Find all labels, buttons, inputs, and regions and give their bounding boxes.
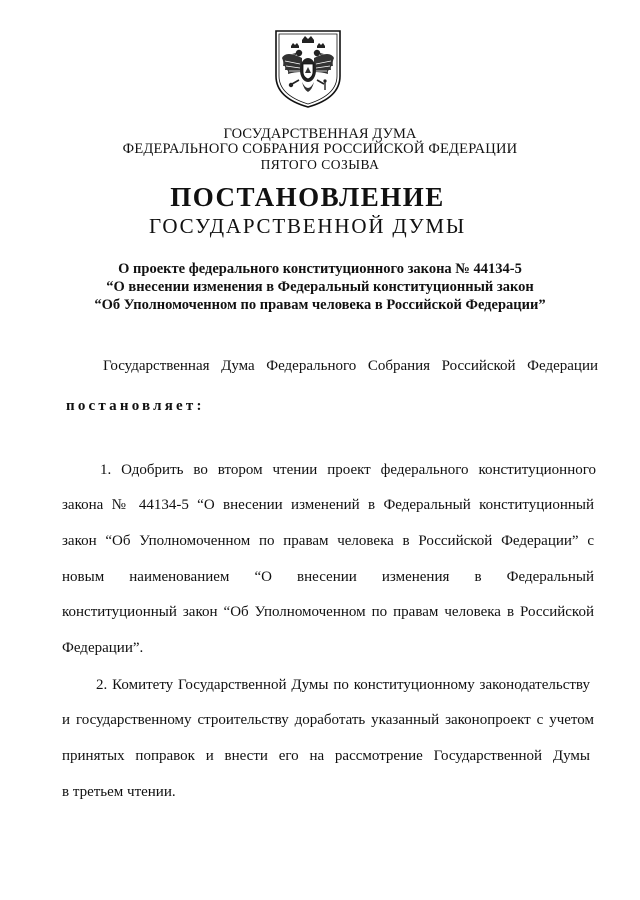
document-subtitle: ГОСУДАРСТВЕННОЙ ДУМЫ <box>149 214 466 238</box>
coat-of-arms-emblem <box>272 28 344 110</box>
item1-line: закон “Об Уполномоченном по правам человека в Российской Федерации” с <box>62 533 594 549</box>
resolves-label: постановляет: <box>66 398 205 414</box>
header-line-1: ГОСУДАРСТВЕННАЯ ДУМА <box>223 126 417 142</box>
header-line-3: ПЯТОГО СОЗЫВА <box>260 157 380 172</box>
item2-line: и государственному строительству доработать указанный законопроект с учетом <box>62 712 594 728</box>
subject-line-2: “О внесении изменения в Федеральный конституционный закон <box>106 279 534 295</box>
intro-paragraph: Государственная Дума Федерального Собрания Российской Федерации <box>103 358 598 374</box>
subject-line-3: “Об Уполномоченном по правам человека в Российской Федерации” <box>94 297 546 313</box>
item1-line: новым наименованием “О внесении изменения в Федеральный <box>62 569 594 585</box>
document-title: ПОСТАНОВЛЕНИЕ <box>170 182 445 212</box>
item1-line: конституционный закон “Об Уполномоченном по правам человека в Российской <box>62 604 594 620</box>
subject-line-1: О проекте федерального конституционного закона № 44134-5 <box>118 261 522 277</box>
item2-line: в третьем чтении. <box>62 784 176 800</box>
item1-line: Федерации”. <box>62 640 144 656</box>
item1-line: 1. Одобрить во втором чтении проект федерального конституционного <box>100 462 596 478</box>
item1-line: закона № 44134-5 “О внесении изменений в Федеральный конституционный <box>62 497 594 513</box>
item2-line: принятых поправок и внести его на рассмотрение Государственной Думы <box>62 748 590 764</box>
russian-coat-of-arms-icon <box>272 28 344 110</box>
item2-line: 2. Комитету Государственной Думы по конституционному законодательству <box>96 677 590 693</box>
header-line-2: ФЕДЕРАЛЬНОГО СОБРАНИЯ РОССИЙСКОЙ ФЕДЕРАЦИИ <box>122 141 518 157</box>
